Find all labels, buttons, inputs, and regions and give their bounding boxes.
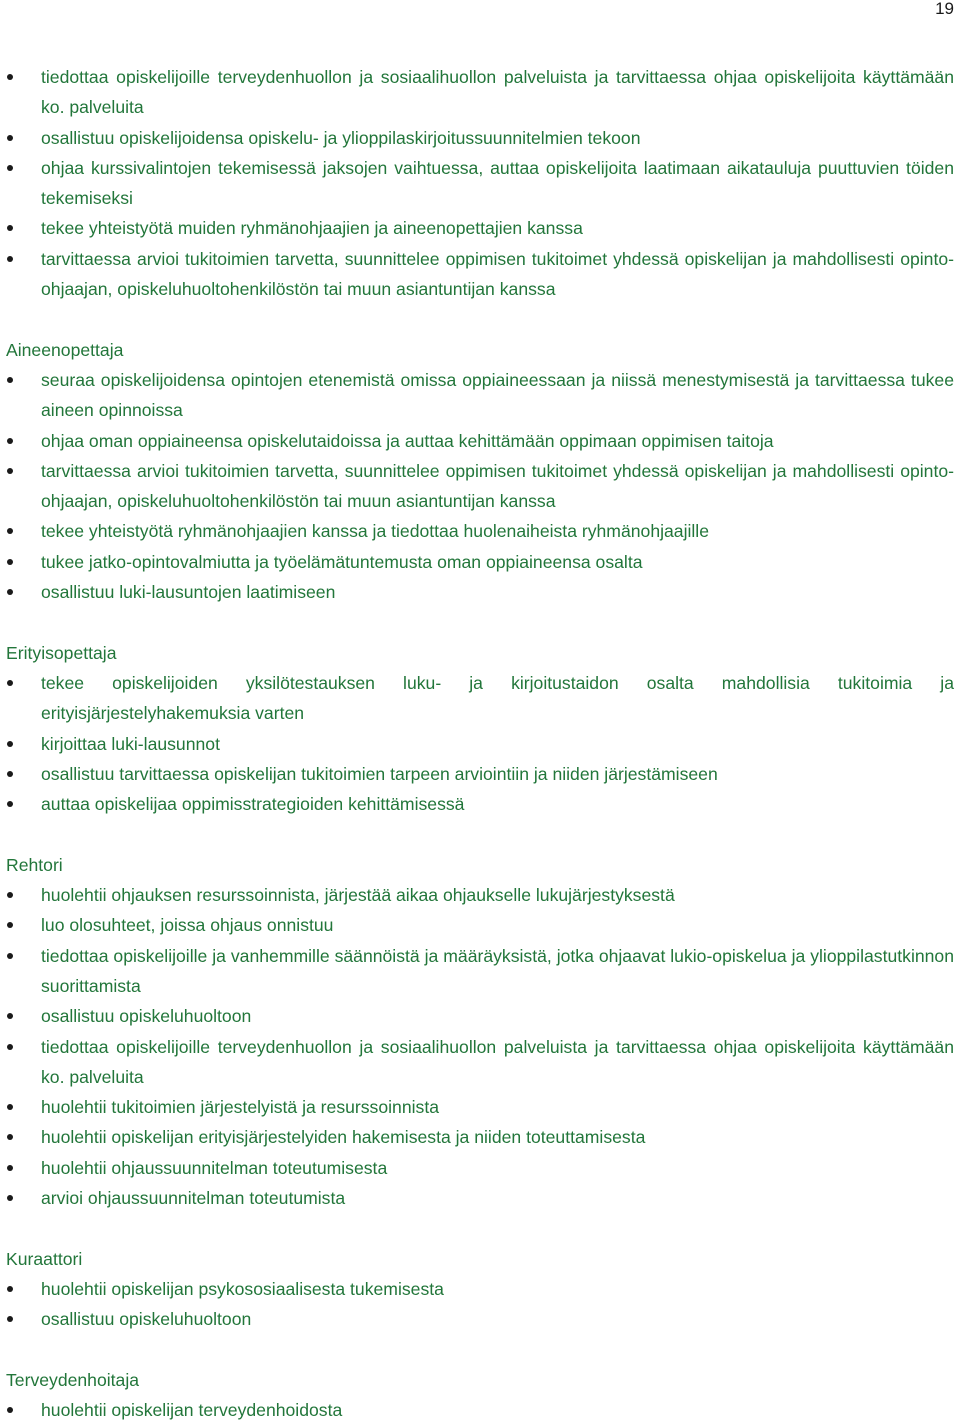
list-item: huolehtii opiskelijan psykososiaalisesta tukemisesta <box>0 1274 960 1304</box>
list-item: huolehtii opiskelijan erityisjärjestelyiden hakemisesta ja niiden toteuttamisesta <box>0 1122 960 1152</box>
bullet-icon <box>7 165 13 171</box>
list-item: tukee jatko-opintovalmiutta ja työelämätuntemusta oman oppiaineensa osalta <box>0 547 960 577</box>
section-spacer <box>0 304 960 334</box>
section-heading: Terveydenhoitaja <box>6 1369 140 1390</box>
list-item: seuraa opiskelijoidensa opintojen etenemistä omissa oppiaineessaan ja niissä menestymisestä ja tarvittaessa tukee aineen opinnoissa <box>0 365 960 426</box>
bullet-icon <box>7 1286 13 1292</box>
list-item: huolehtii opiskelijan terveydenhoidosta <box>0 1395 960 1425</box>
bullet-icon <box>7 256 13 262</box>
section-kuraattori <box>0 1244 960 1335</box>
list-item: kirjoittaa luki-lausunnot <box>0 729 960 759</box>
section-aineenopettaja <box>0 335 960 608</box>
bullet-icon <box>7 741 13 747</box>
section-spacer <box>0 819 960 849</box>
list-item: tekee opiskelijoiden yksilötestauksen luku- ja kirjoitustaidon osalta mahdollisia tukitoimia ja erityisjärjestelyhakemuksia varten <box>0 668 960 729</box>
list-item: osallistuu opiskeluhuoltoon <box>0 1001 960 1031</box>
bullet-list <box>0 1395 960 1425</box>
list-item: tarvittaessa arvioi tukitoimien tarvetta, suunnittelee oppimisen tukitoimet yhdessä opiskelijan ja mahdollisesti opinto-ohjaajan, opiskeluhuoltohenkilöstön tai muun asiantuntijan kanssa <box>0 456 960 517</box>
bullet-icon <box>7 74 13 80</box>
section-heading: Aineenopettaja <box>6 339 124 360</box>
list-item: huolehtii ohjauksen resurssoinnista, järjestää aikaa ohjaukselle lukujärjestyksestä <box>0 880 960 910</box>
bullet-icon <box>7 468 13 474</box>
section-terveydenhoitaja <box>0 1365 960 1426</box>
bullet-icon <box>7 438 13 444</box>
list-item: ohjaa kurssivalintojen tekemisessä jaksojen vaihtuessa, auttaa opiskelijoita laatimaan aikatauluja puuttuvien töiden tekemiseksi <box>0 153 960 214</box>
bullet-icon <box>7 771 13 777</box>
list-item: tiedottaa opiskelijoille terveydenhuollon ja sosiaalihuollon palveluista ja tarvittaessa ohjaa opiskelijoita käyttämään ko. palveluita <box>0 1032 960 1093</box>
bullet-icon <box>7 1195 13 1201</box>
bullet-icon <box>7 1316 13 1322</box>
bullet-list <box>0 668 960 819</box>
bullet-icon <box>7 801 13 807</box>
bullet-icon <box>7 680 13 686</box>
section-spacer <box>0 607 960 637</box>
bullet-list <box>0 365 960 607</box>
list-item: arvioi ohjaussuunnitelman toteutumista <box>0 1183 960 1213</box>
list-item: tiedottaa opiskelijoille terveydenhuollon ja sosiaalihuollon palveluista ja tarvittaessa ohjaa opiskelijoita käyttämään ko. palveluita <box>0 62 960 123</box>
section-heading: Rehtori <box>6 854 63 875</box>
list-item: tekee yhteistyötä ryhmänohjaajien kanssa ja tiedottaa huolenaiheista ryhmänohjaajille <box>0 516 960 546</box>
bullet-icon <box>7 1104 13 1110</box>
list-item: osallistuu opiskeluhuoltoon <box>0 1304 960 1334</box>
list-item: tekee yhteistyötä muiden ryhmänohjaajien ja aineenopettajien kanssa <box>0 213 960 243</box>
section-erityisopettaja <box>0 638 960 820</box>
list-item: osallistuu tarvittaessa opiskelijan tukitoimien tarpeen arviointiin ja niiden järjestämiseen <box>0 759 960 789</box>
bullet-icon <box>7 589 13 595</box>
bullet-icon <box>7 1165 13 1171</box>
bullet-icon <box>7 892 13 898</box>
bullet-icon <box>7 953 13 959</box>
section-heading: Erityisopettaja <box>6 642 117 663</box>
list-item: osallistuu opiskelijoidensa opiskelu- ja ylioppilaskirjoitussuunnitelmien tekoon <box>0 123 960 153</box>
page-number: 19 <box>935 0 954 18</box>
section-spacer <box>0 1213 960 1243</box>
list-item: huolehtii ohjaussuunnitelman toteutumisesta <box>0 1153 960 1183</box>
bullet-list <box>0 880 960 1213</box>
document-body <box>0 62 960 1425</box>
list-item: ohjaa oman oppiaineensa opiskelutaidoissa ja auttaa kehittämään oppimaan oppimisen taitoja <box>0 426 960 456</box>
bullet-icon <box>7 1407 13 1413</box>
bullet-icon <box>7 377 13 383</box>
bullet-icon <box>7 559 13 565</box>
bullet-icon <box>7 922 13 928</box>
section-spacer <box>0 1334 960 1364</box>
section-heading: Kuraattori <box>6 1248 83 1269</box>
bullet-list <box>0 1274 960 1335</box>
bullet-icon <box>7 1044 13 1050</box>
section-rehtori <box>0 850 960 1214</box>
bullet-list <box>0 62 960 304</box>
bullet-icon <box>7 225 13 231</box>
list-item: tarvittaessa arvioi tukitoimien tarvetta, suunnittelee oppimisen tukitoimet yhdessä opiskelijan ja mahdollisesti opinto-ohjaajan, opiskeluhuoltohenkilöstön tai muun asiantuntijan kanssa <box>0 244 960 305</box>
list-item: huolehtii tukitoimien järjestelyistä ja resurssoinnista <box>0 1092 960 1122</box>
list-item: luo olosuhteet, joissa ohjaus onnistuu <box>0 910 960 940</box>
list-item: osallistuu luki-lausuntojen laatimiseen <box>0 577 960 607</box>
section-ryhmanohjaaja-continued <box>0 62 960 304</box>
bullet-icon <box>7 135 13 141</box>
bullet-icon <box>7 1013 13 1019</box>
list-item: tiedottaa opiskelijoille ja vanhemmille säännöistä ja määräyksistä, jotka ohjaavat lukio-opiskelua ja ylioppilastutkinnon suorittamista <box>0 941 960 1002</box>
list-item: auttaa opiskelijaa oppimisstrategioiden kehittämisessä <box>0 789 960 819</box>
bullet-icon <box>7 1134 13 1140</box>
bullet-icon <box>7 528 13 534</box>
